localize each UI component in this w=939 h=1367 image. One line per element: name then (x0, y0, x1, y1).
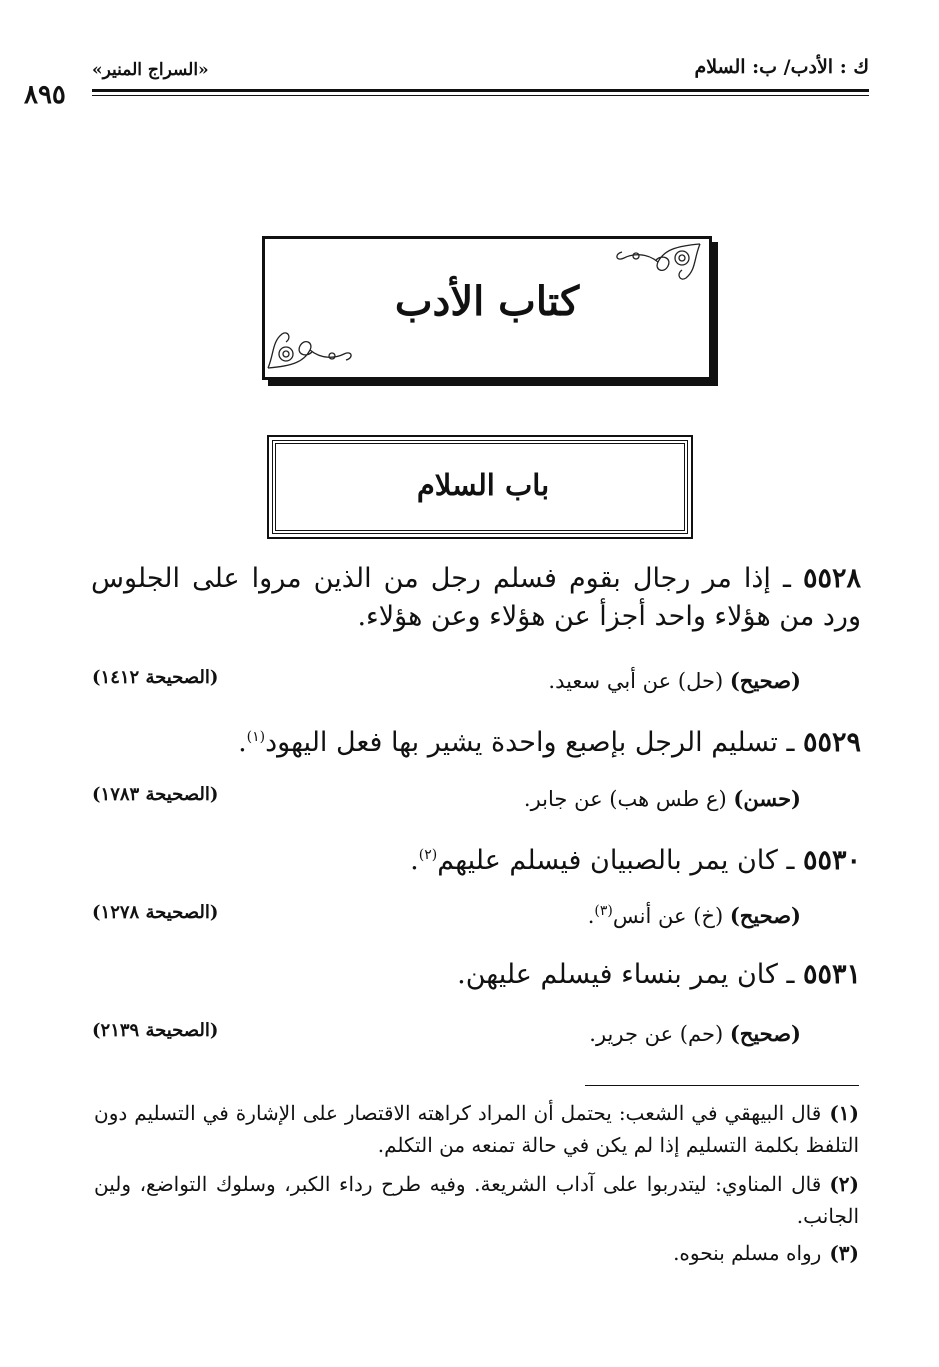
hadith-entry (410, 836, 861, 880)
grade-label: (حسن) (733, 786, 801, 811)
footnote-reference[interactable]: (٣) (594, 903, 613, 919)
page-number: ٨٩٥ (24, 80, 66, 110)
hadith-source: (الصحيحة ١٤١٢) (92, 667, 219, 688)
hadith-number: ٥٥٣١ (802, 959, 861, 990)
grade-label: (صحيح) (729, 668, 801, 693)
hadith-separator: ـ (786, 727, 795, 758)
hadith-source: (الصحيحة ٢١٣٩) (92, 1020, 219, 1041)
hadith-grade (548, 668, 801, 693)
hadith-source: (الصحيحة ١٢٧٨) (92, 902, 219, 923)
header-rule-thick (92, 89, 869, 92)
hadith-text-end: . (238, 727, 247, 758)
hadith-entry (457, 956, 861, 994)
hadith-text: كان يمر بنساء فيسلم عليهن. (457, 959, 778, 990)
hadith-grade (588, 903, 801, 928)
grade-reference: (حم) عن جرير. (589, 1022, 724, 1046)
footnote-reference[interactable]: (٢) (418, 847, 438, 863)
hadith-grade (524, 786, 801, 811)
header-rule-thin (92, 95, 869, 96)
footnote (94, 1097, 859, 1161)
hadith-grade (589, 1021, 801, 1046)
footnote-text: رواه مسلم بنحوه. (673, 1241, 822, 1265)
grade-reference: (حل) عن أبي سعيد. (548, 669, 724, 693)
grade-reference: (ع طس هب) عن جابر. (523, 787, 727, 811)
hadith-entry (238, 718, 861, 762)
hadith-separator: ـ (782, 563, 791, 594)
grade-end: . (587, 904, 595, 928)
footnote-number: (٣) (829, 1241, 859, 1265)
hadith-text: كان يمر بالصبيان فيسلم عليهم (437, 845, 778, 876)
hadith-number: ٥٥٢٨ (802, 563, 861, 594)
footnote-number: (٢) (829, 1172, 859, 1196)
hadith-source: (الصحيحة ١٧٨٣) (92, 784, 219, 805)
hadith-text: إذا مر رجال بقوم فسلم رجل من الذين مروا على الجلوس ورد من هؤلاء واحد أجزأ عن هؤلاء وعن هؤلاء. (91, 563, 861, 632)
hadith-text: تسليم الرجل بإصبع واحدة يشير بها فعل اليهود (265, 727, 778, 758)
chapter-title: باب السلام (416, 468, 550, 502)
grade-label: (صحيح) (729, 903, 801, 928)
footnote-separator (585, 1085, 859, 1086)
hadith-entry (91, 560, 861, 636)
running-header-chapter: ك : الأدب/ ب: السلام (694, 56, 869, 78)
footnote (673, 1237, 859, 1269)
grade-label: (صحيح) (729, 1021, 801, 1046)
footnote-reference[interactable]: (١) (246, 729, 266, 745)
hadith-separator: ـ (786, 959, 795, 990)
footnote (94, 1168, 859, 1232)
footnote-text: قال المناوي: ليتدربوا على آداب الشريعة. وفيه طرح رداء الكبر، وسلوك التواضع، ولين الجانب. (94, 1172, 859, 1228)
floral-ornament-icon (266, 322, 362, 370)
hadith-number: ٥٥٣٠ (802, 845, 861, 876)
hadith-separator: ـ (786, 845, 795, 876)
book-title: كتاب الأدب (394, 278, 580, 325)
footnote-number: (١) (829, 1101, 859, 1125)
hadith-number: ٥٥٢٩ (802, 727, 861, 758)
footnote-text: قال البيهقي في الشعب: يحتمل أن المراد كراهته الاقتصار على الإشارة في التسليم دون التلفظ بكلمة التسليم إذا لم يكن في حالة تمنعه من التكلم. (94, 1101, 859, 1157)
running-header-book-title: «السراج المنير» (92, 60, 209, 80)
grade-reference: (خ) عن أنس (612, 904, 724, 928)
floral-ornament-icon (606, 240, 702, 282)
hadith-text-end: . (410, 845, 419, 876)
